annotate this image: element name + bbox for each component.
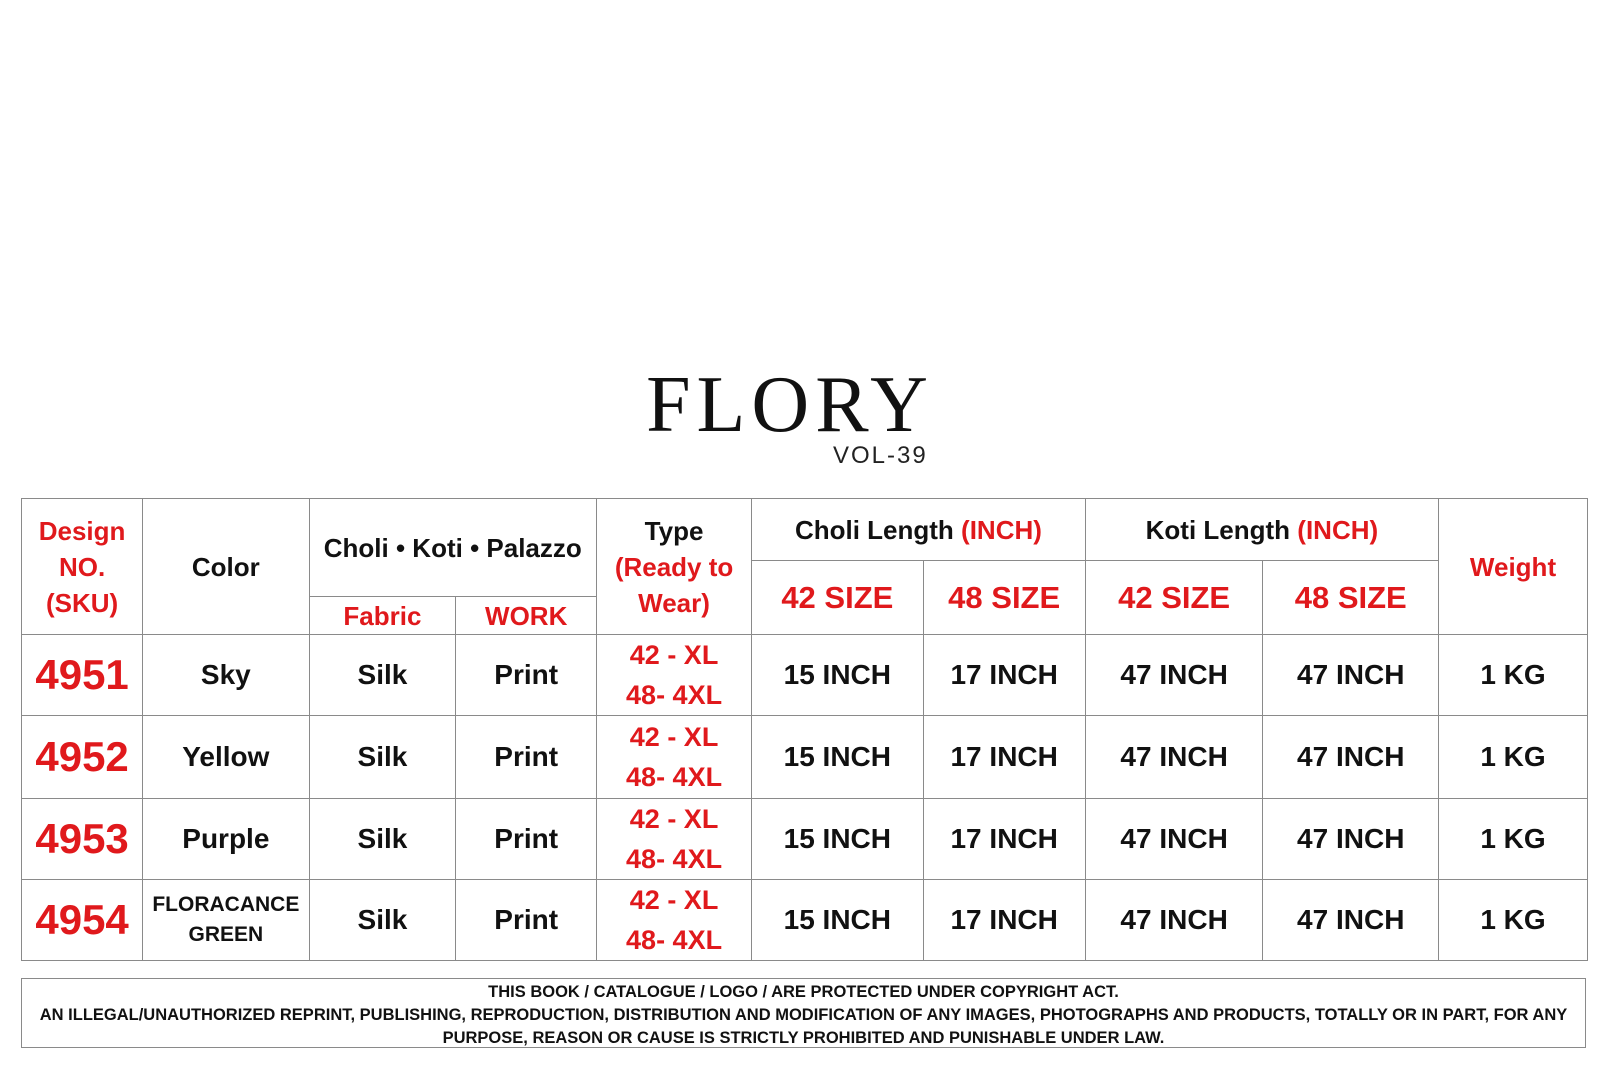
choli-42-cell: 15 INCH [752, 716, 923, 799]
fabric-cell: Silk [309, 716, 456, 799]
color-cell: Purple [143, 799, 309, 880]
copyright-notice [21, 978, 1586, 1048]
koti-42-cell: 47 INCH [1085, 880, 1263, 961]
header-type: Type (Ready to Wear) [597, 499, 752, 635]
sku-cell: 4954 [22, 880, 143, 961]
header-choli-length: Choli Length (INCH) [752, 499, 1086, 561]
koti-48-cell: 47 INCH [1263, 635, 1439, 716]
koti-48-cell: 47 INCH [1263, 880, 1439, 961]
table-row [22, 880, 1588, 961]
color-cell: Yellow [143, 716, 309, 799]
brand-title: FLORY [646, 361, 934, 449]
choli-42-cell: 15 INCH [752, 880, 923, 961]
sku-cell: 4952 [22, 716, 143, 799]
header-choli-48-size: 48 SIZE [923, 561, 1085, 635]
header-work: WORK [456, 597, 597, 635]
weight-cell: 1 KG [1439, 799, 1588, 880]
fabric-cell: Silk [309, 799, 456, 880]
header-choli-koti-palazzo: Choli • Koti • Palazzo [309, 499, 597, 597]
koti-48-cell: 47 INCH [1263, 799, 1439, 880]
koti-42-cell: 47 INCH [1085, 635, 1263, 716]
header-koti-48-size: 48 SIZE [1263, 561, 1439, 635]
brand-header [0, 360, 1600, 469]
choli-42-cell: 15 INCH [752, 799, 923, 880]
work-cell: Print [456, 799, 597, 880]
work-cell: Print [456, 635, 597, 716]
color-cell: FLORACANCE GREEN [143, 880, 309, 961]
type-cell: 42 - XL 48- 4XL [597, 880, 752, 961]
choli-48-cell: 17 INCH [923, 635, 1085, 716]
sku-cell: 4953 [22, 799, 143, 880]
notice-line: PURPOSE, REASON OR CAUSE IS STRICTLY PROHIBITED AND PUNISHABLE UNDER LAW. [442, 1029, 1165, 1047]
weight-cell: 1 KG [1439, 880, 1588, 961]
type-cell: 42 - XL 48- 4XL [597, 716, 752, 799]
header-design-no: Design NO. (SKU) [22, 499, 143, 635]
table-row [22, 799, 1588, 880]
table-row [22, 716, 1588, 799]
header-fabric: Fabric [309, 597, 456, 635]
weight-cell: 1 KG [1439, 716, 1588, 799]
notice-line: THIS BOOK / CATALOGUE / LOGO / ARE PROTECTED UNDER COPYRIGHT ACT. [488, 983, 1119, 1001]
choli-48-cell: 17 INCH [923, 880, 1085, 961]
koti-42-cell: 47 INCH [1085, 716, 1263, 799]
weight-cell: 1 KG [1439, 635, 1588, 716]
choli-48-cell: 17 INCH [923, 799, 1085, 880]
notice-line: AN ILLEGAL/UNAUTHORIZED REPRINT, PUBLISHING, REPRODUCTION, DISTRIBUTION AND MODIFICATION OF ANY IMAGES, PHOTOGRAPHS AND PRODUCTS, TOTALLY OR IN PART, FOR ANY [39, 1006, 1568, 1024]
header-weight: Weight [1439, 499, 1588, 635]
header-koti-length: Koti Length (INCH) [1085, 499, 1438, 561]
choli-48-cell: 17 INCH [923, 716, 1085, 799]
header-row-top [22, 499, 1588, 561]
header-choli-42-size: 42 SIZE [752, 561, 923, 635]
table-row [22, 635, 1588, 716]
fabric-cell: Silk [309, 880, 456, 961]
type-cell: 42 - XL 48- 4XL [597, 799, 752, 880]
brand-volume: VOL-39 [833, 442, 928, 469]
header-koti-42-size: 42 SIZE [1085, 561, 1263, 635]
specification-table [21, 498, 1588, 961]
color-cell: Sky [143, 635, 309, 716]
work-cell: Print [456, 716, 597, 799]
work-cell: Print [456, 880, 597, 961]
koti-48-cell: 47 INCH [1263, 716, 1439, 799]
choli-42-cell: 15 INCH [752, 635, 923, 716]
type-cell: 42 - XL 48- 4XL [597, 635, 752, 716]
header-color: Color [143, 499, 309, 635]
fabric-cell: Silk [309, 635, 456, 716]
koti-42-cell: 47 INCH [1085, 799, 1263, 880]
sku-cell: 4951 [22, 635, 143, 716]
